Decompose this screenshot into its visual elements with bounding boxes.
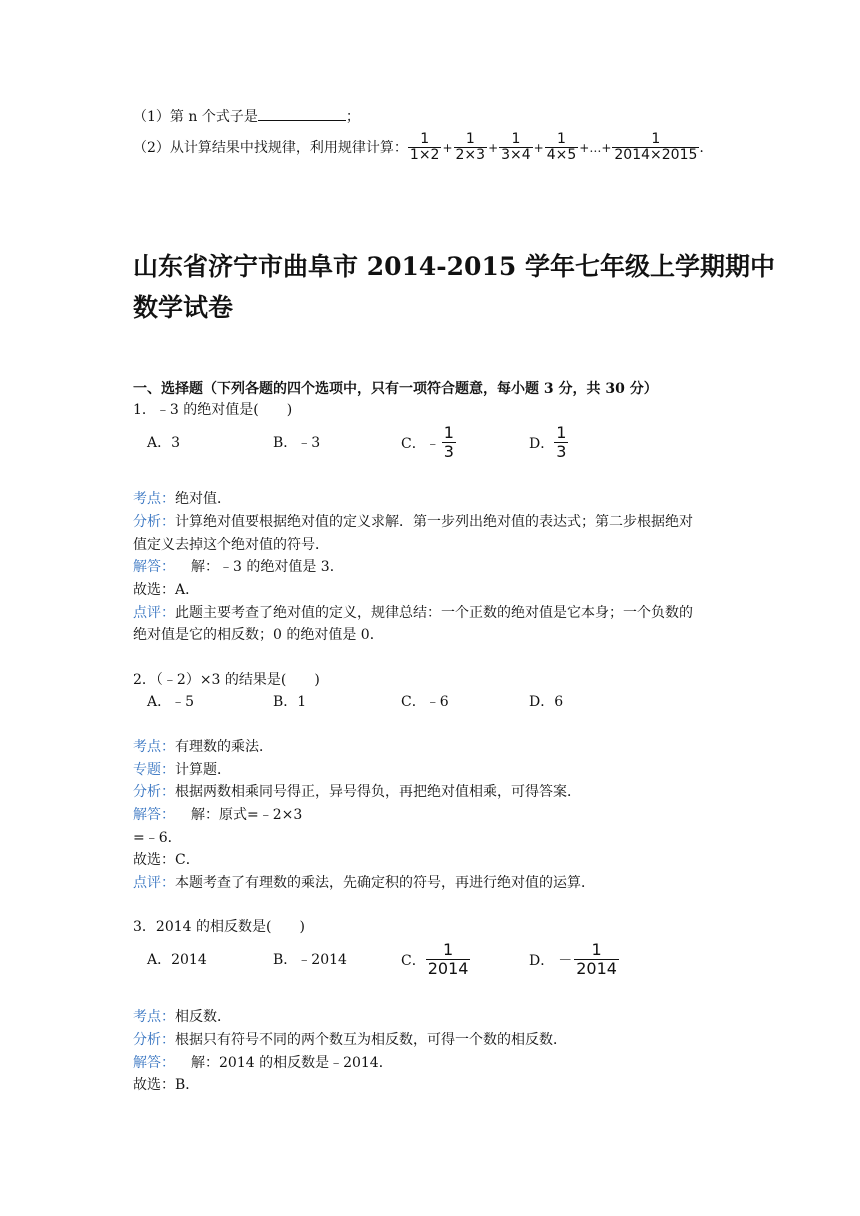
tag-content: 此题主要考查了绝对值的定义，规律总结：一个正数的绝对值是它本身；一个负数的 [175, 605, 693, 621]
frac-num: 1 [420, 131, 430, 147]
q1-option-a: A．3 [147, 435, 181, 451]
frac-den: 4×5 [546, 147, 577, 163]
q3-option-d [529, 941, 619, 978]
option-label: C． [401, 435, 426, 452]
q2-kaodian [133, 737, 273, 757]
tag-content: 根据两数相乘同号得正，异号得负，再把绝对值相乘，可得答案． [175, 784, 581, 800]
q1-prefix: （1）第 n 个式子是 [133, 109, 258, 125]
tag-content: 解：原式=﹣2×3 [191, 807, 303, 823]
fraction [554, 424, 568, 461]
q1-option-c [401, 424, 456, 461]
q3-option-b: B．﹣2014 [273, 952, 347, 968]
fraction [442, 424, 456, 461]
fraction [574, 941, 619, 978]
option-label: D． [529, 435, 555, 452]
q2-fenxi [133, 782, 581, 802]
frac-den: 3×4 [501, 147, 531, 163]
tag-content: 相反数． [175, 1009, 231, 1025]
q2-stem: 2．（﹣2）×3 的结果是( ) [133, 672, 320, 688]
frac-den: 1×2 [409, 147, 440, 163]
frac-num: 1 [511, 131, 521, 147]
minus-sign: ﹣ [425, 435, 440, 452]
q2-option-a: A．﹣5 [147, 694, 195, 710]
plus-sign: + [488, 140, 499, 155]
q1-dianping [133, 603, 693, 623]
fraction [426, 941, 471, 978]
fraction-4 [545, 132, 579, 163]
frac-den: 2014 [427, 959, 469, 978]
tag-content: 根据只有符号不同的两个数互为相反数，可得一个数的相反数． [175, 1032, 567, 1048]
q1-line [133, 106, 360, 127]
fraction-1 [408, 132, 442, 163]
frac-num: 1 [591, 940, 602, 959]
tag-label: 考点： [133, 739, 175, 755]
q1-suffix: ； [345, 109, 360, 125]
period: . [699, 139, 704, 156]
q1-guxuan: 故选：A． [133, 582, 200, 598]
option-label: D． [529, 952, 555, 969]
q1-stem: 1．﹣3 的绝对值是( ) [133, 402, 293, 418]
q2-guxuan: 故选：C． [133, 852, 200, 868]
fraction-5 [612, 132, 699, 163]
tag-label: 点评： [133, 875, 175, 891]
q2-prefix: （2）从计算结果中找规律，利用规律计算： [133, 139, 408, 156]
page-title-line1: 山东省济宁市曲阜市 2014-2015 学年七年级上学期期中 [133, 252, 775, 281]
q2-jieda [133, 805, 302, 825]
fraction-2 [454, 132, 488, 163]
frac-num: 1 [557, 131, 566, 147]
q3-guxuan: 故选：B． [133, 1077, 200, 1093]
frac-den: 2014×2015 [614, 147, 698, 163]
tag-content: 解：2014 的相反数是﹣2014． [191, 1055, 393, 1071]
tag-label: 分析： [133, 514, 175, 530]
q3-option-c [401, 941, 470, 978]
q3-option-a: A．2014 [147, 952, 207, 968]
tag-content: 绝对值． [175, 491, 231, 507]
q1-fenxi-cont: 值定义去掉这个绝对值的符号． [133, 537, 329, 553]
q1-option-b: B．﹣3 [273, 435, 321, 451]
q2-jieda-cont: =﹣6． [133, 830, 182, 846]
tag-content: 计算题． [175, 762, 231, 778]
frac-den: 3 [556, 442, 567, 461]
q2-dianping [133, 873, 595, 893]
tag-label: 解答： [133, 559, 175, 575]
tag-content: 计算绝对值要根据绝对值的定义求解．第一步列出绝对值的表达式；第二步根据绝对 [175, 514, 693, 530]
plus-sign: + [442, 140, 453, 155]
q3-kaodian [133, 1007, 231, 1027]
q2-line [133, 132, 704, 163]
frac-num: 1 [443, 423, 454, 442]
q2-option-b: B．1 [273, 694, 307, 710]
frac-den: 2014 [576, 959, 617, 978]
q2-option-d: D．6 [529, 694, 564, 710]
frac-den: 3 [443, 442, 454, 461]
frac-den: 2×3 [455, 147, 486, 163]
section-heading: 一、选择题（下列各题的四个选项中，只有一项符合题意，每小题 3 分，共 30 分） [133, 381, 658, 397]
q1-kaodian [133, 489, 231, 509]
q1-fenxi [133, 512, 693, 532]
q3-jieda [133, 1053, 393, 1073]
q2-zhuanti [133, 760, 231, 780]
q3-stem: 3．2014 的相反数是( ) [133, 919, 305, 935]
tag-label: 分析： [133, 1032, 175, 1048]
option-label: C． [401, 952, 426, 969]
fraction-3 [499, 132, 533, 163]
plus-sign: + [533, 140, 544, 155]
tag-content: 有理数的乘法． [175, 739, 273, 755]
tag-label: 专题： [133, 762, 175, 778]
frac-num: 1 [556, 423, 567, 442]
tag-label: 解答： [133, 1055, 175, 1071]
page-title-line2: 数学试卷 [133, 293, 234, 322]
tag-label: 考点： [133, 1009, 175, 1025]
q2-option-c: C．﹣6 [401, 694, 449, 710]
ellipsis: +…+ [579, 140, 612, 155]
tag-content: 解：﹣3 的绝对值是 3． [191, 559, 344, 575]
tag-label: 解答： [133, 807, 175, 823]
answer-blank [258, 106, 346, 121]
frac-num: 1 [442, 940, 454, 959]
tag-label: 考点： [133, 491, 175, 507]
q1-option-d [529, 424, 568, 461]
tag-label: 分析： [133, 784, 175, 800]
tag-content: 本题考查了有理数的乘法，先确定积的符号，再进行绝对值的运算． [175, 875, 595, 891]
q3-fenxi [133, 1030, 567, 1050]
frac-num: 1 [465, 131, 475, 147]
minus-sign: － [558, 952, 573, 969]
q1-dianping-cont: 绝对值是它的相反数；0 的绝对值是 0． [133, 627, 384, 643]
tag-label: 点评： [133, 605, 175, 621]
q1-jieda [133, 557, 344, 577]
frac-num: 1 [651, 131, 661, 147]
